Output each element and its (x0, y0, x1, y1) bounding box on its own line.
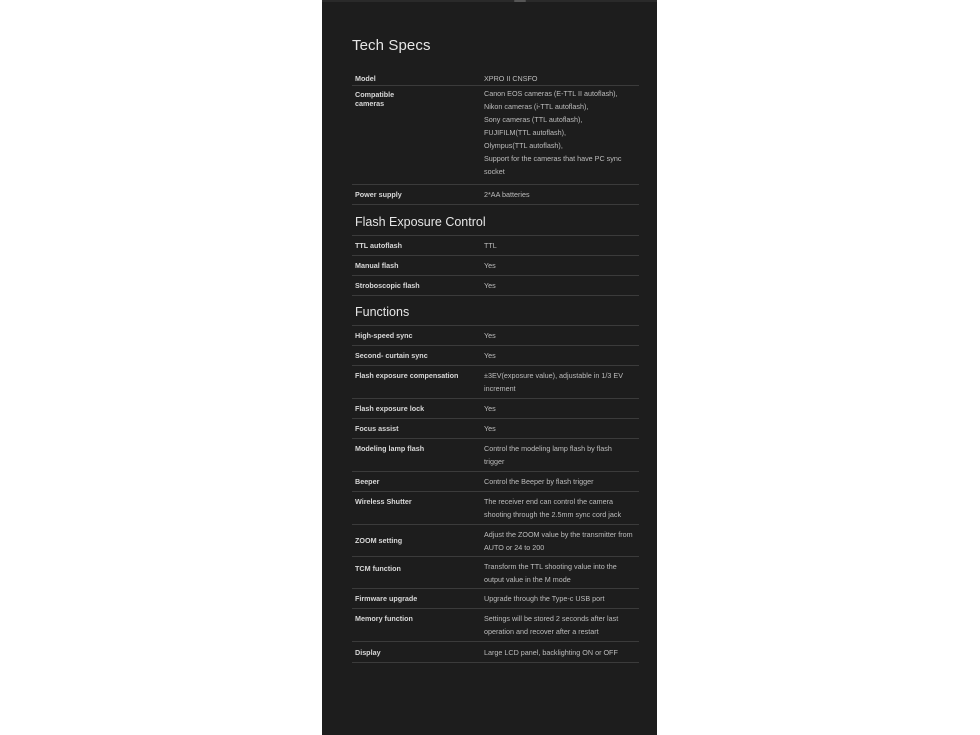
spec-value: Yes (484, 351, 496, 360)
spec-value: Upgrade through the Type-c USB port (484, 594, 605, 603)
spec-label: Modeling lamp flash (355, 444, 425, 453)
spec-row-modeling-lamp-flash (352, 439, 639, 472)
spec-value: Yes (484, 331, 496, 340)
spec-row-memory-function (352, 609, 639, 642)
spec-panel (322, 0, 657, 735)
spec-row-stroboscopic-flash (352, 276, 639, 296)
spec-row-manual-flash (352, 256, 639, 276)
spec-label: Memory function (355, 614, 413, 623)
spec-label: Flash exposure lock (355, 404, 425, 413)
top-strip (322, 0, 657, 2)
spec-row-zoom-setting (352, 525, 639, 557)
spec-label: Model (355, 74, 376, 83)
spec-row-second-curtain-sync (352, 346, 639, 366)
spec-value: The receiver end can control the camera shooting through the 2.5mm sync cord jack (484, 497, 622, 519)
spec-value: Large LCD panel, backlighting ON or OFF (484, 648, 618, 657)
spec-row-ttl-autoflash (352, 235, 639, 256)
spec-label: Display (355, 648, 381, 657)
section-flash-exposure-control (352, 215, 639, 296)
spec-row-power-supply (352, 185, 639, 205)
spec-row-model (352, 72, 639, 86)
spec-row-compatible-cameras (352, 86, 639, 185)
carousel-indicator (514, 0, 526, 2)
spec-label: TTL autoflash (355, 241, 402, 250)
spec-row-tcm-function (352, 557, 639, 589)
spec-label: Stroboscopic flash (355, 281, 420, 290)
spec-label: TCM function (355, 564, 401, 573)
spec-label: Wireless Shutter (355, 497, 412, 506)
spec-value: Control the Beeper by flash trigger (484, 477, 594, 486)
spec-label: Firmware upgrade (355, 594, 418, 603)
spec-row-flash-exposure-lock (352, 399, 639, 419)
section-general (352, 72, 639, 205)
spec-label: ZOOM setting (355, 536, 403, 545)
spec-row-firmware-upgrade (352, 589, 639, 609)
spec-value: XPRO II CNSFO (484, 74, 538, 83)
spec-label: Focus assist (355, 424, 399, 433)
spec-value: 2*AA batteries (484, 190, 530, 199)
spec-row-focus-assist (352, 419, 639, 439)
spec-value: Yes (484, 281, 496, 290)
spec-value: Transform the TTL shooting value into the output value in the M mode (484, 562, 617, 584)
spec-label: Beeper (355, 477, 380, 486)
spec-label: Power supply (355, 190, 402, 199)
spec-row-high-speed-sync (352, 325, 639, 346)
spec-value: TTL (484, 241, 497, 250)
section-functions (352, 305, 639, 663)
spec-value: ±3EV(exposure value), adjustable in 1/3 EV increment (484, 371, 623, 393)
spec-value: Yes (484, 404, 496, 413)
section-title: Flash Exposure Control (355, 215, 486, 229)
spec-row-beeper (352, 472, 639, 492)
spec-value: Yes (484, 424, 496, 433)
spec-label: Manual flash (355, 261, 399, 270)
page-title: Tech Specs (352, 37, 431, 54)
spec-label: Second- curtain sync (355, 351, 428, 360)
spec-label: Flash exposure compensation (355, 371, 459, 380)
spec-value: Adjust the ZOOM value by the transmitter from AUTO or 24 to 200 (484, 530, 633, 552)
spec-label: Compatible cameras (355, 90, 395, 108)
spec-label: High-speed sync (355, 331, 413, 340)
spec-value: Settings will be stored 2 seconds after last operation and recover after a restart (484, 614, 619, 636)
spec-row-wireless-shutter (352, 492, 639, 525)
spec-value: Control the modeling lamp flash by flash trigger (484, 444, 612, 466)
spec-row-display (352, 642, 639, 663)
section-title: Functions (355, 305, 410, 319)
spec-value: Canon EOS cameras (E-TTL II autoflash), Nikon cameras (i-TTL autoflash), Sony cameras (TTL autoflash), FUJIFILM(TTL autoflash), Olympus(TTL autoflash), Support for the cameras that have PC sync socket (484, 89, 622, 176)
spec-value: Yes (484, 261, 496, 270)
spec-row-flash-exposure-compensation (352, 366, 639, 399)
